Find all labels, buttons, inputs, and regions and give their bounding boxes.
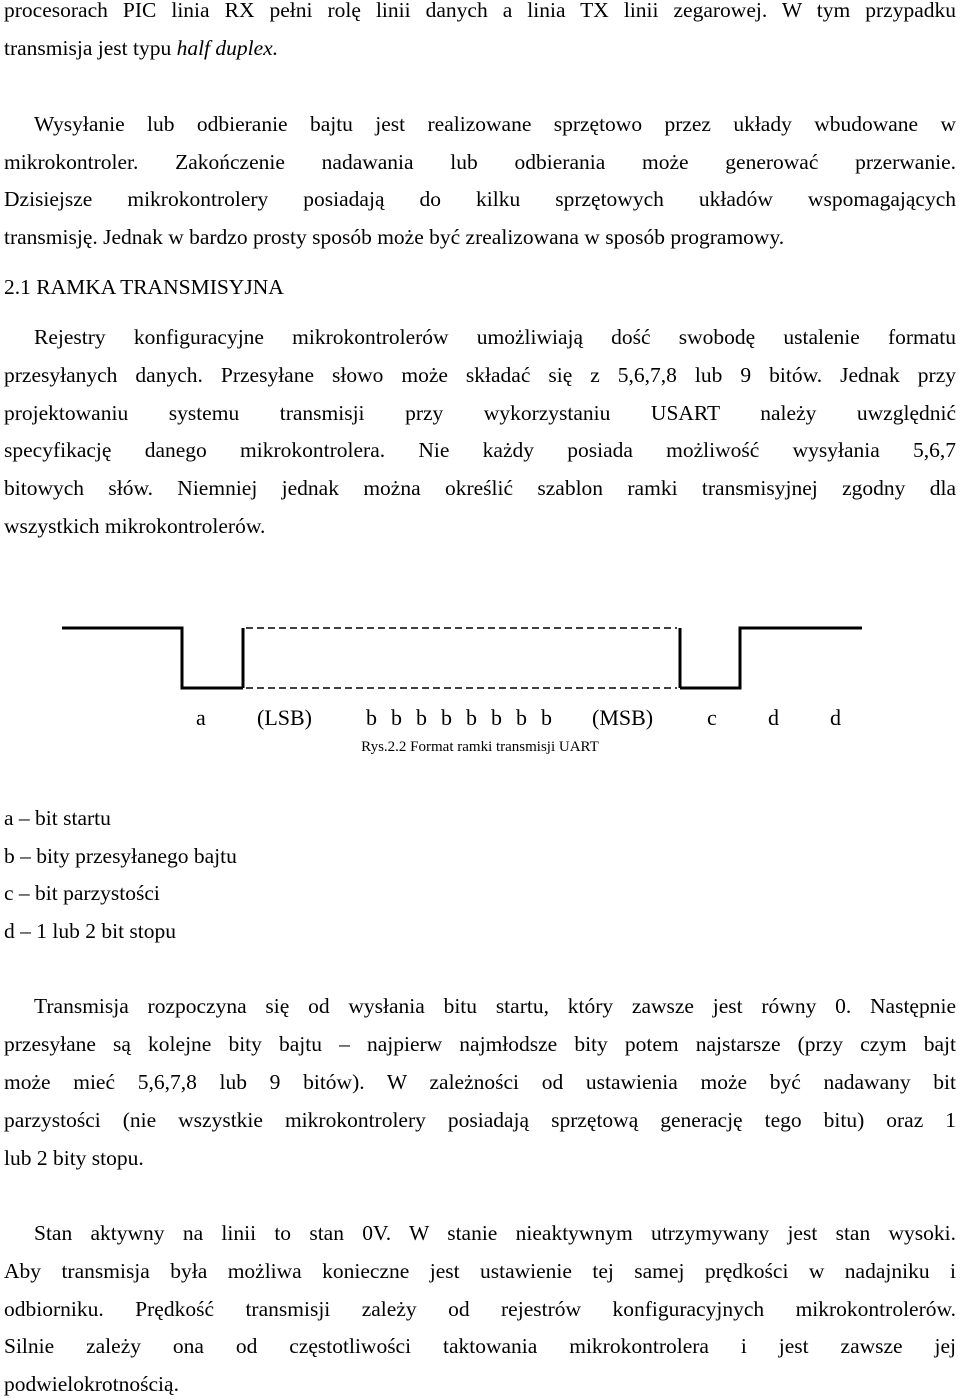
text-line: Stan aktywny na linii to stan 0V. W stanie nieaktywnym utrzymywany jest stan wysoki. bbox=[34, 1221, 956, 1245]
text-line bbox=[4, 38, 956, 60]
label-start-bit: a bbox=[196, 705, 206, 730]
label-data-bit: b bbox=[441, 705, 452, 730]
italic-term: half duplex. bbox=[176, 36, 279, 60]
legend-item: a – bit startu bbox=[4, 806, 111, 830]
label-data-bit: b bbox=[391, 705, 402, 730]
text-fragment: transmisja jest typu bbox=[4, 36, 177, 60]
text-line: przesyłane są kolejne bity bajtu – najpierw najmłodsze bity potem najstarsze (przy czym bajt bbox=[4, 1032, 956, 1056]
text-line: wszystkich mikrokontrolerów. bbox=[4, 514, 266, 538]
label-msb: (MSB) bbox=[592, 705, 654, 730]
label-data-bit: b bbox=[516, 705, 527, 730]
text-line: Aby transmisja była możliwa konieczne jest ustawienie tej samej prędkości w nadajniku i bbox=[4, 1259, 956, 1283]
signal-idle-high bbox=[62, 628, 243, 688]
text-line: Dzisiejsze mikrokontrolery posiadają do kilku sprzętowych układów wspomagających bbox=[4, 187, 956, 211]
legend-item: b – bity przesyłanego bajtu bbox=[4, 844, 237, 868]
label-data-bit: b bbox=[416, 705, 427, 730]
uart-frame-diagram bbox=[0, 600, 960, 710]
signal-stop-high bbox=[680, 628, 862, 688]
text-line: parzystości (nie wszystkie mikrokontrolery posiadają sprzętową generację tego bitu) oraz 1 bbox=[4, 1108, 956, 1132]
text-line: projektowaniu systemu transmisji przy wykorzystaniu USART należy uwzględnić bbox=[4, 401, 956, 425]
legend-item: d – 1 lub 2 bit stopu bbox=[4, 919, 177, 943]
text-line: lub 2 bity stopu. bbox=[4, 1146, 144, 1170]
label-data-bit: b bbox=[366, 705, 377, 730]
text-line: Rejestry konfiguracyjne mikrokontrolerów umożliwiają dość swobodę ustalenie formatu bbox=[34, 325, 956, 349]
label-stop-bit: d bbox=[830, 705, 841, 730]
text-line: Silnie zależy ona od częstotliwości taktowania mikrokontrolera i jest zawsze jej bbox=[4, 1334, 956, 1358]
text-line: procesorach PIC linia RX pełni rolę linii danych a linia TX linii zegarowej. W tym przypadku bbox=[4, 0, 956, 22]
text-line: Wysyłanie lub odbieranie bajtu jest realizowane sprzętowo przez układy wbudowane w bbox=[34, 112, 956, 136]
label-data-bit: b bbox=[541, 705, 552, 730]
text-line: podwielokrotnością. bbox=[4, 1372, 179, 1396]
text-line: odbiorniku. Prędkość transmisji zależy od rejestrów konfiguracyjnych mikrokontrolerów. bbox=[4, 1297, 956, 1321]
label-data-bit: b bbox=[491, 705, 502, 730]
text-line: specyfikację danego mikrokontrolera. Nie każdy posiada możliwość wysyłania 5,6,7 bbox=[4, 438, 956, 462]
figure-caption: Rys.2.2 Format ramki transmisji UART bbox=[361, 739, 599, 755]
legend-item: c – bit parzystości bbox=[4, 881, 160, 905]
text-line: mikrokontroler. Zakończenie nadawania lub odbierania może generować przerwanie. bbox=[4, 150, 956, 174]
text-line: Transmisja rozpoczyna się od wysłania bitu startu, który zawsze jest równy 0. Następnie bbox=[34, 994, 956, 1018]
text-line: transmisję. Jednak w bardzo prosty sposób może być zrealizowana w sposób programowy. bbox=[4, 225, 785, 249]
text-line: bitowych słów. Niemniej jednak można określić szablon ramki transmisyjnej zgodny dla bbox=[4, 476, 956, 500]
label-parity-bit: c bbox=[707, 705, 717, 730]
section-heading: 2.1 RAMKA TRANSMISYJNA bbox=[4, 275, 284, 299]
text-line: może mieć 5,6,7,8 lub 9 bitów). W zależności od ustawienia może być nadawany bit bbox=[4, 1070, 956, 1094]
label-lsb: (LSB) bbox=[257, 705, 312, 730]
label-data-bit: b bbox=[466, 705, 477, 730]
text-line: przesyłanych danych. Przesyłane słowo może składać się z 5,6,7,8 lub 9 bitów. Jednak przy bbox=[4, 363, 956, 387]
label-stop-bit: d bbox=[768, 705, 779, 730]
